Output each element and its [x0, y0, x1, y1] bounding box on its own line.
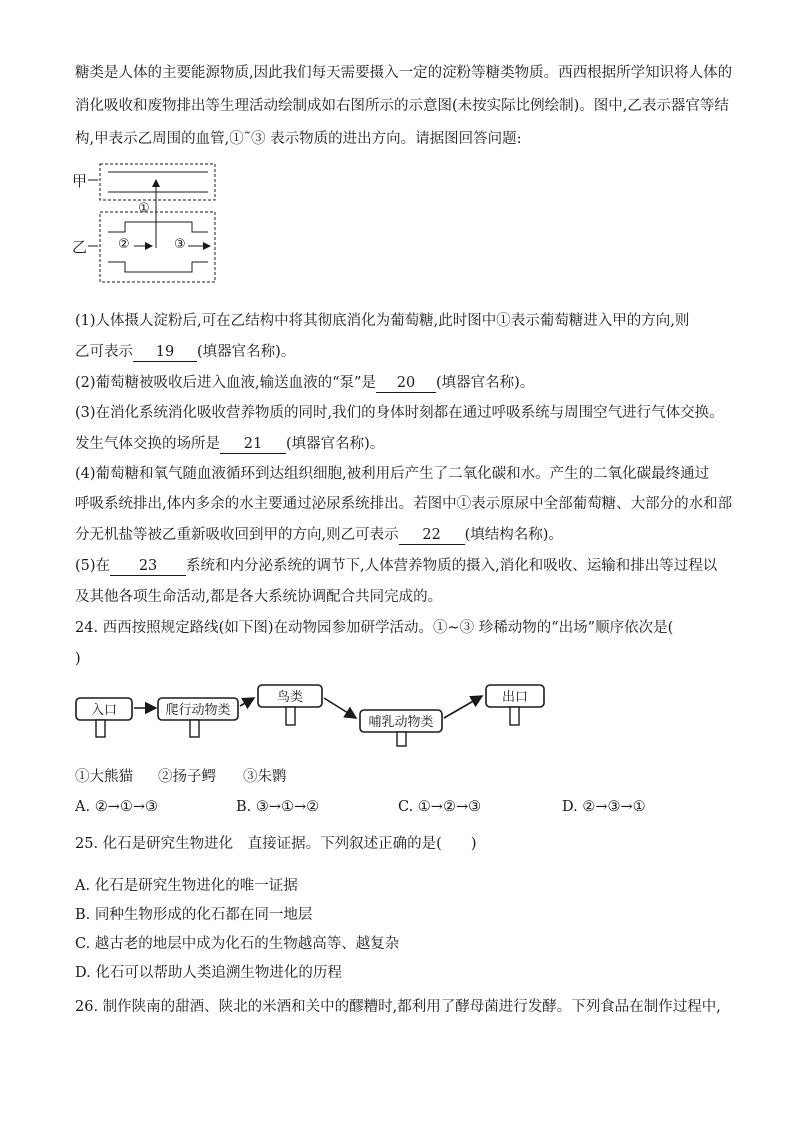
- marker-2: ②: [118, 237, 130, 252]
- blank-20[interactable]: 20: [376, 375, 436, 393]
- q24-item-2: ②扬子鳄: [158, 769, 216, 785]
- q24-option-d[interactable]: D. ②→③→①: [562, 799, 646, 815]
- q24-stem-a: 24. 西西按照规定路线(如下图)在动物园参加研学活动。①~③ 珍稀动物的“出场”顺序依次是(: [75, 620, 674, 636]
- q24-option-a[interactable]: A. ②→①→③: [75, 799, 158, 815]
- sign-entrance: [76, 698, 132, 737]
- q23-p1-line-b: 乙可表示 19 (填器官名称)。: [75, 344, 296, 360]
- sign-exit: [486, 685, 544, 725]
- q23-p4-line-a: (4)葡萄糖和氧气随血液循环到达组织细胞,被利用后产生了二氧化碳和水。产生的二氧化碳最终通过: [75, 466, 710, 482]
- q23-p4-line-c: 分无机盐等被乙重新吸收回到甲的方向,则乙可表示 22 (填结构名称)。: [75, 527, 563, 543]
- intro-line-3: 构,甲表示乙周围的血管,①˜③ 表示物质的进出方向。请据图回答问题:: [75, 131, 522, 147]
- intro-line-1: 糖类是人体的主要能源物质,因此我们每天需要摄入一定的淀粉等糖类物质。西西根据所学知识将人体的: [75, 65, 733, 81]
- q23-p2-line: (2)葡萄糖被吸收后进入血液,输送血液的“泵”是 20 (填器官名称)。: [75, 375, 535, 391]
- digestion-diagram: [70, 158, 230, 288]
- q25-option-a[interactable]: A. 化石是研究生物进化的唯一证据: [75, 878, 298, 894]
- q23-p1-line-a: (1)人体摄人淀粉后,可在乙结构中将其彻底消化为葡萄糖,此时图中①表示葡萄糖进入甲的方向,则: [75, 313, 690, 329]
- blank-23[interactable]: 23: [110, 558, 186, 576]
- blank-19[interactable]: 19: [133, 344, 197, 362]
- q25-stem: 25. 化石是研究生物进化 直接证据。下列叙述正确的是( ): [75, 836, 477, 852]
- blank-22[interactable]: 22: [399, 527, 465, 545]
- sign-birds: [258, 685, 322, 725]
- q23-p5-line-c: 及其他各项生命活动,都是各大系统协调配合共同完成的。: [75, 589, 443, 605]
- q23-p3-line-b: 发生气体交换的场所是 21 (填器官名称)。: [75, 436, 385, 452]
- zoo-route-diagram: [70, 680, 550, 750]
- svg-text:哺乳动物类: 哺乳动物类: [368, 715, 434, 730]
- marker-3: ③: [174, 237, 186, 252]
- sign-reptiles: [158, 698, 238, 737]
- q25-option-d[interactable]: D. 化石可以帮助人类追溯生物进化的历程: [75, 965, 342, 981]
- intro-line-2: 消化吸收和废物排出等生理活动绘制成如右图所示的示意图(未按实际比例绘制)。图中,乙表示器官等结: [75, 98, 729, 114]
- q23-p4-line-b: 呼吸系统排出,体内多余的水主要通过泌尿系统排出。若图中①表示原尿中全部葡萄糖、大部分的水和部: [75, 496, 733, 512]
- vessel-jia-box: [100, 164, 215, 200]
- q24-stem-b: ): [75, 651, 81, 667]
- svg-text:出口: 出口: [501, 690, 529, 705]
- q23-p3-line-a: (3)在消化系统消化吸收营养物质的同时,我们的身体时刻都在通过呼吸系统与周围空气进行气体交换。: [75, 405, 724, 421]
- q26-stem: 26. 制作陕南的甜酒、陕北的米酒和关中的醪糟时,都利用了酵母菌进行发酵。下列食品在制作过程中,: [75, 999, 721, 1015]
- marker-1: ①: [138, 201, 150, 216]
- label-jia: 甲: [72, 172, 88, 190]
- sign-mammals: [360, 710, 442, 746]
- svg-text:入口: 入口: [90, 703, 118, 718]
- q24-item-3: ③朱鹮: [243, 769, 287, 785]
- svg-text:爬行动物类: 爬行动物类: [165, 703, 231, 718]
- q23-p5-line-a: (5)在 23 系统和内分泌系统的调节下,人体营养物质的摄入,消化和吸收、运输和排出等过程以: [75, 558, 718, 574]
- q24-option-c[interactable]: C. ①→②→③: [398, 799, 482, 815]
- label-yi: 乙: [72, 238, 88, 256]
- q24-option-b[interactable]: B. ③→①→②: [236, 799, 320, 815]
- blank-21[interactable]: 21: [220, 436, 286, 454]
- q25-option-b[interactable]: B. 同种生物形成的化石都在同一地层: [75, 907, 313, 923]
- svg-text:鸟类: 鸟类: [276, 690, 304, 705]
- q25-option-c[interactable]: C. 越古老的地层中成为化石的生物越高等、越复杂: [75, 936, 400, 952]
- q24-item-1: ①大熊猫: [75, 769, 133, 785]
